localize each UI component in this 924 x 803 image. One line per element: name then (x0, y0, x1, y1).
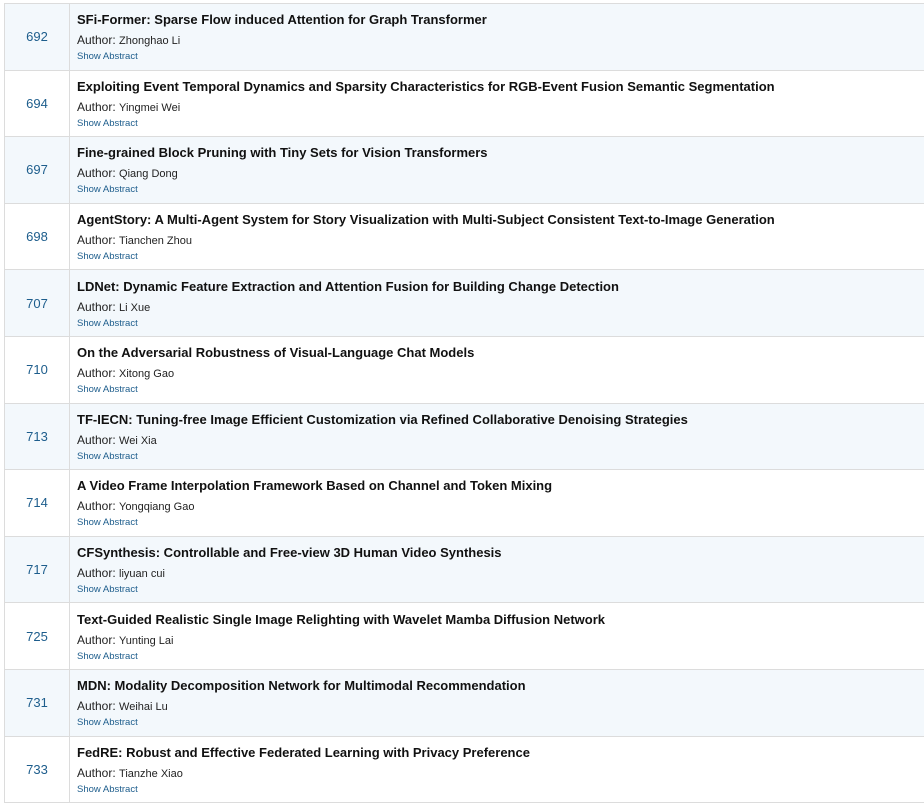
paper-title: LDNet: Dynamic Feature Extraction and Attention Fusion for Building Change Detection (77, 278, 619, 294)
author-name: Wei Xia (119, 434, 157, 447)
paper-row (5, 669, 924, 736)
paper-id: 725 (5, 603, 70, 670)
paper-title: SFi-Former: Sparse Flow induced Attention for Graph Transformer (77, 12, 487, 28)
show-abstract-link[interactable]: Show Abstract (77, 783, 138, 795)
paper-row (5, 736, 924, 803)
author-line (77, 498, 924, 515)
author-line (77, 632, 924, 649)
paper-row (5, 4, 924, 71)
author-prefix: Author: (77, 632, 120, 647)
paper-info (70, 203, 924, 270)
paper-info (70, 603, 924, 670)
author-line (77, 432, 924, 449)
author-line (77, 565, 924, 582)
paper-info (70, 470, 924, 537)
author-line (77, 698, 924, 715)
author-line (77, 365, 924, 382)
paper-info (70, 270, 924, 337)
paper-row (5, 270, 924, 337)
author-line (77, 32, 924, 49)
paper-id: 713 (5, 403, 70, 470)
show-abstract-link[interactable]: Show Abstract (77, 450, 138, 462)
author-line (77, 232, 924, 249)
author-prefix: Author: (77, 366, 120, 381)
paper-info (70, 137, 924, 204)
paper-title: MDN: Modality Decomposition Network for Multimodal Recommendation (77, 678, 526, 694)
author-prefix: Author: (77, 99, 120, 114)
paper-title: Exploiting Event Temporal Dynamics and Sparsity Characteristics for RGB-Event Fusion Semantic Segmentation (77, 78, 775, 94)
paper-id: 698 (5, 203, 70, 270)
author-name: Weihai Lu (119, 701, 168, 714)
author-name: Li Xue (119, 301, 151, 314)
author-name: Qiang Dong (119, 168, 178, 181)
paper-id: 707 (5, 270, 70, 337)
paper-title: FedRE: Robust and Effective Federated Learning with Privacy Preference (77, 744, 530, 760)
show-abstract-link[interactable]: Show Abstract (77, 384, 138, 396)
author-line (77, 165, 924, 182)
paper-title: A Video Frame Interpolation Framework Based on Channel and Token Mixing (77, 478, 553, 494)
paper-list-table (4, 3, 924, 803)
author-prefix: Author: (77, 166, 120, 181)
show-abstract-link[interactable]: Show Abstract (77, 650, 138, 662)
paper-title: CFSynthesis: Controllable and Free-view 3D Human Video Synthesis (77, 545, 502, 561)
author-line (77, 299, 924, 316)
author-name: Yingmei Wei (119, 101, 181, 114)
author-name: Zhonghao Li (119, 35, 181, 48)
show-abstract-link[interactable]: Show Abstract (77, 584, 138, 596)
paper-info (70, 70, 924, 137)
author-prefix: Author: (77, 432, 120, 447)
show-abstract-link[interactable]: Show Abstract (77, 184, 138, 196)
paper-title: AgentStory: A Multi-Agent System for Story Visualization with Multi-Subject Consistent Text-to-Image Generation (77, 212, 775, 228)
paper-id: 697 (5, 137, 70, 204)
author-name: Yunting Lai (119, 634, 174, 647)
author-prefix: Author: (77, 299, 120, 314)
show-abstract-link[interactable]: Show Abstract (77, 51, 138, 63)
show-abstract-link[interactable]: Show Abstract (77, 717, 138, 729)
show-abstract-link[interactable]: Show Abstract (77, 517, 138, 529)
paper-info (70, 736, 924, 803)
author-prefix: Author: (77, 33, 120, 48)
paper-row (5, 137, 924, 204)
paper-row (5, 70, 924, 137)
paper-row (5, 336, 924, 403)
paper-title: On the Adversarial Robustness of Visual-Language Chat Models (77, 345, 475, 361)
show-abstract-link[interactable]: Show Abstract (77, 317, 138, 329)
paper-info (70, 403, 924, 470)
paper-id: 694 (5, 70, 70, 137)
paper-id: 717 (5, 536, 70, 603)
paper-title: Text-Guided Realistic Single Image Relighting with Wavelet Mamba Diffusion Network (77, 611, 606, 627)
paper-row (5, 403, 924, 470)
author-line (77, 765, 924, 782)
paper-id: 710 (5, 336, 70, 403)
show-abstract-link[interactable]: Show Abstract (77, 117, 138, 129)
author-name: Xitong Gao (119, 368, 175, 381)
author-name: Tianzhe Xiao (119, 767, 183, 780)
author-line (77, 99, 924, 116)
paper-info (70, 669, 924, 736)
paper-info (70, 536, 924, 603)
author-prefix: Author: (77, 566, 120, 581)
paper-info (70, 336, 924, 403)
paper-id: 731 (5, 669, 70, 736)
paper-row (5, 536, 924, 603)
paper-title: TF-IECN: Tuning-free Image Efficient Customization via Refined Collaborative Denoising Strategies (77, 411, 688, 427)
paper-row (5, 603, 924, 670)
author-prefix: Author: (77, 233, 120, 248)
paper-id: 692 (5, 4, 70, 71)
paper-row (5, 470, 924, 537)
author-prefix: Author: (77, 699, 120, 714)
author-name: Tianchen Zhou (119, 235, 193, 248)
paper-info (70, 4, 924, 71)
paper-title: Fine-grained Block Pruning with Tiny Sets for Vision Transformers (77, 145, 488, 161)
paper-list-body (5, 4, 924, 803)
author-prefix: Author: (77, 765, 120, 780)
show-abstract-link[interactable]: Show Abstract (77, 251, 138, 263)
paper-id: 733 (5, 736, 70, 803)
author-prefix: Author: (77, 499, 120, 514)
author-name: liyuan cui (119, 568, 165, 581)
paper-row (5, 203, 924, 270)
author-name: Yongqiang Gao (119, 501, 195, 514)
paper-id: 714 (5, 470, 70, 537)
